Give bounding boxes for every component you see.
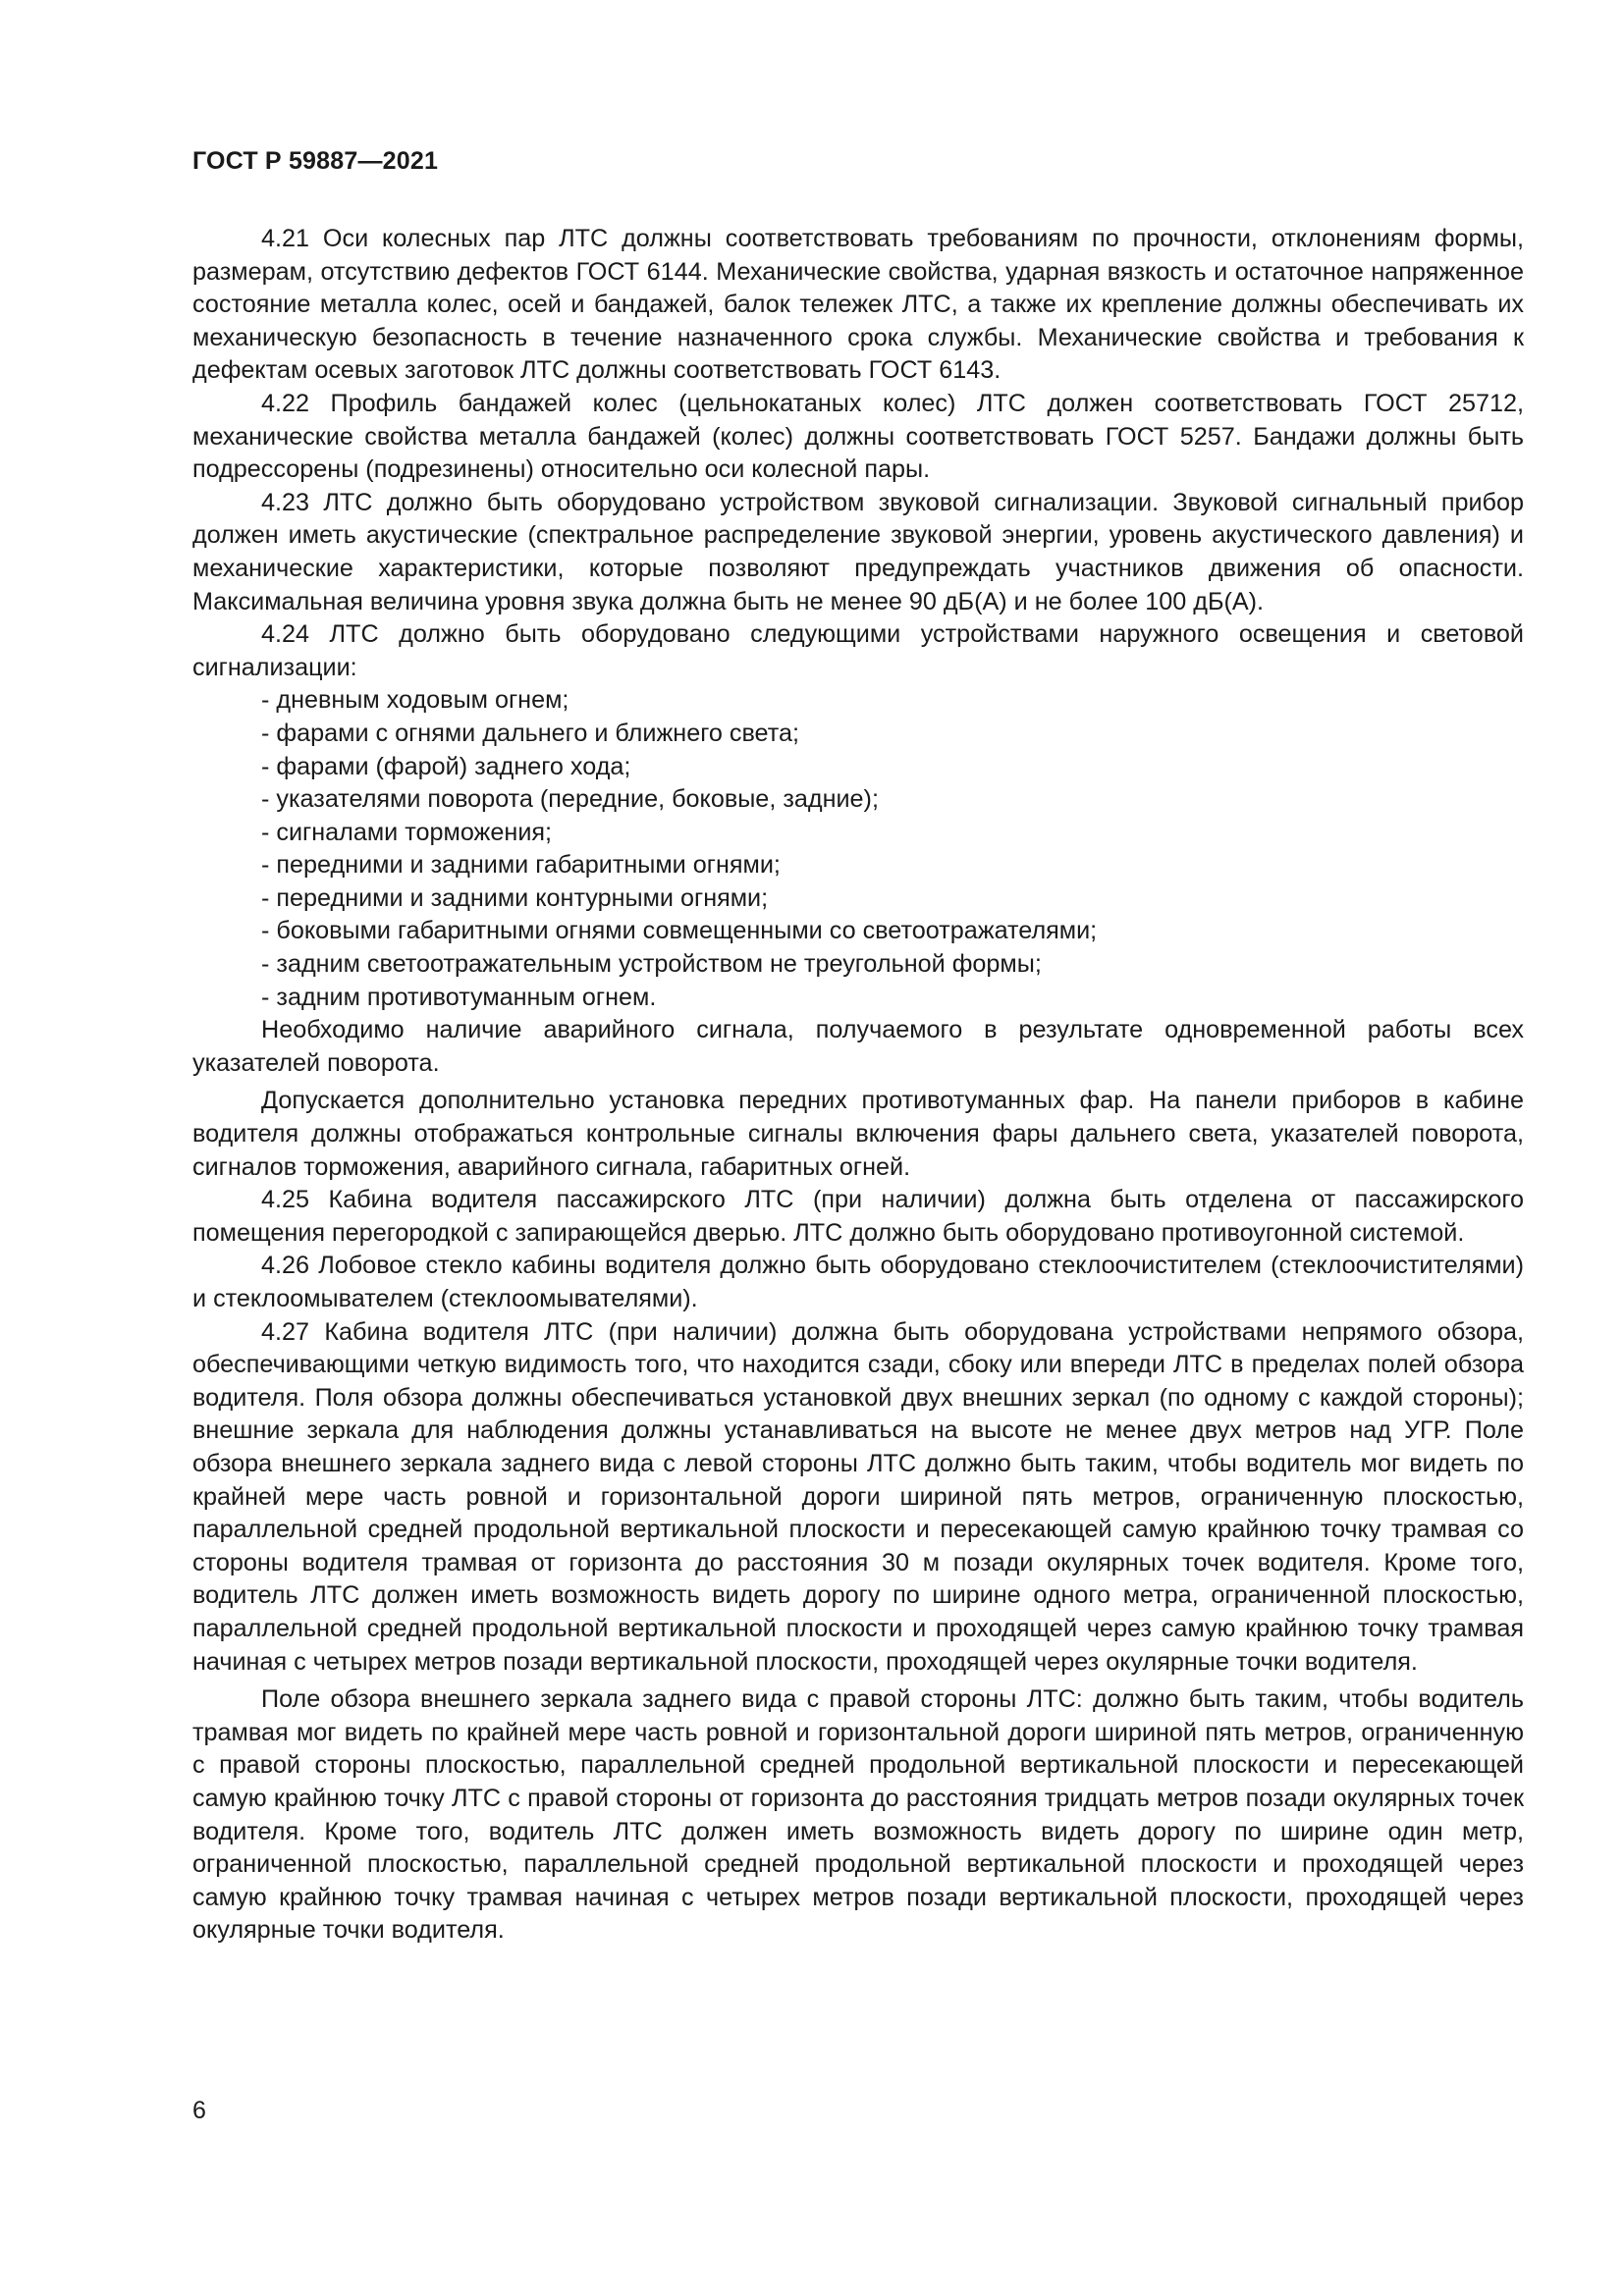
list-item: - указателями поворота (передние, боковые, задние); — [261, 783, 1524, 817]
fog-lights-paragraph: Допускается дополнительно установка передних противотуманных фар. На панели приборов в кабине водителя должны отображаться контрольные сигналы включения фары дальнего света, указателей поворота, сигналов торможения, аварийного сигнала, габаритных огней. — [192, 1087, 1524, 1181]
list-item: - задним светоотражательным устройством не треугольной формы; — [261, 948, 1524, 982]
emergency-signal-paragraph: Необходимо наличие аварийного сигнала, получаемого в результате одновременной работы всех указателей поворота. — [192, 1016, 1524, 1077]
document-body — [192, 223, 1524, 1948]
list-item: - задним противотуманным огнем. — [261, 982, 1524, 1015]
clause-4-23: 4.23 ЛТС должно быть оборудовано устройством звуковой сигнализации. Звуковой сигнальный прибор должен иметь акустические (спектральное распределение звуковой энергии, уровень акустического давления) и механические характеристики, которые позволяют предупреждать участников движения об опасности. Максимальная величина уровня звука должна быть не менее 90 дБ(А) и не более 100 дБ(А). — [192, 488, 1524, 615]
clause-4-26: 4.26 Лобовое стекло кабины водителя должно быть оборудовано стеклоочистителем (стеклоочистителями) и стеклоомывателем (стеклоомывателями). — [192, 1252, 1524, 1312]
clause-4-27: 4.27 Кабина водителя ЛТС (при наличии) должна быть оборудована устройствами непрямого обзора, обеспечивающими четкую видимость того, что находится сзади, сбоку или впереди ЛТС в пределах полей обзора водителя. Поля обзора должны обеспечиваться установкой двух внешних зеркал (по одному с каждой стороны); внешние зеркала для наблюдения должны устанавливаться на высоте не менее двух метров над УГР. Поле обзора внешнего зеркала заднего вида с левой стороны ЛТС должно быть таким, чтобы водитель мог видеть по крайней мере часть ровной и горизонтальной дороги шириной пять метров, ограниченную плоскостью, параллельной средней продольной вертикальной плоскости и пересекающей самую крайнюю точку трамвая со стороны водителя трамвая от горизонта до расстояния 30 м позади окулярных точек водителя. Кроме того, водитель ЛТС должен иметь возможность видеть дорогу по ширине одного метра, ограниченной плоскостью, параллельной средней продольной вертикальной плоскости и проходящей через самую крайнюю точку трамвая начиная с четырех метров позади вертикальной плоскости, проходящей через окулярные точки водителя. — [192, 1317, 1524, 1676]
list-item: - боковыми габаритными огнями совмещенными со светоотражателями; — [261, 915, 1524, 948]
list-item: - фарами (фарой) заднего хода; — [261, 751, 1524, 784]
lighting-devices-list — [192, 684, 1524, 1014]
clause-4-22: 4.22 Профиль бандажей колес (цельнокатаных колес) ЛТС должен соответствовать ГОСТ 25712, механические свойства металла бандажей (колес) должны соответствовать ГОСТ 5257. Бандажи должны быть подрессорены (подрезинены) относительно оси колесной пары. — [192, 389, 1524, 484]
right-mirror-paragraph: Поле обзора внешнего зеркала заднего вида с правой стороны ЛТС: должно быть таким, чтобы водитель трамвая мог видеть по крайней мере часть ровной и горизонтальной дороги шириной пять метров, ограниченную с правой стороны плоскостью, параллельной средней продольной вертикальной плоскости и пересекающей самую крайнюю точку ЛТС с правой стороны от горизонта до расстояния тридцать метров позади окулярных точек водителя. Кроме того, водитель ЛТС должен иметь возможность видеть дорогу по ширине один метр, ограниченной плоскостью, параллельной средней продольной вертикальной плоскости и проходящей через самую крайнюю точку трамвая начиная с четырех метров позади вертикальной плоскости, проходящей через окулярные точки водителя. — [192, 1685, 1524, 1945]
clause-4-25: 4.25 Кабина водителя пассажирского ЛТС (при наличии) должна быть отделена от пассажирского помещения перегородкой с запирающейся дверью. ЛТС должно быть оборудовано противоугонной системой. — [192, 1186, 1524, 1247]
list-item: - фарами с огнями дальнего и ближнего света; — [261, 718, 1524, 751]
list-item: - передними и задними габаритными огнями; — [261, 849, 1524, 882]
list-item: - дневным ходовым огнем; — [261, 684, 1524, 718]
clause-4-21: 4.21 Оси колесных пар ЛТС должны соответствовать требованиям по прочности, отклонениям формы, размерам, отсутствию дефектов ГОСТ 6144. Механические свойства, ударная вязкость и остаточное напряженное состояние металла колес, осей и бандажей, балок тележек ЛТС, а также их крепление должны обеспечивать их механическую безопасность в течение назначенного срока службы. Механические свойства и требования к дефектам осевых заготовок ЛТС должны соответствовать ГОСТ 6143. — [192, 225, 1524, 385]
list-item: - передними и задними контурными огнями; — [261, 882, 1524, 916]
list-item: - сигналами торможения; — [261, 817, 1524, 850]
clause-4-24: 4.24 ЛТС должно быть оборудовано следующими устройствами наружного освещения и световой сигнализации: — [192, 620, 1524, 681]
page-number: 6 — [192, 2097, 206, 2124]
standard-designation: ГОСТ Р 59887—2021 — [192, 147, 439, 175]
